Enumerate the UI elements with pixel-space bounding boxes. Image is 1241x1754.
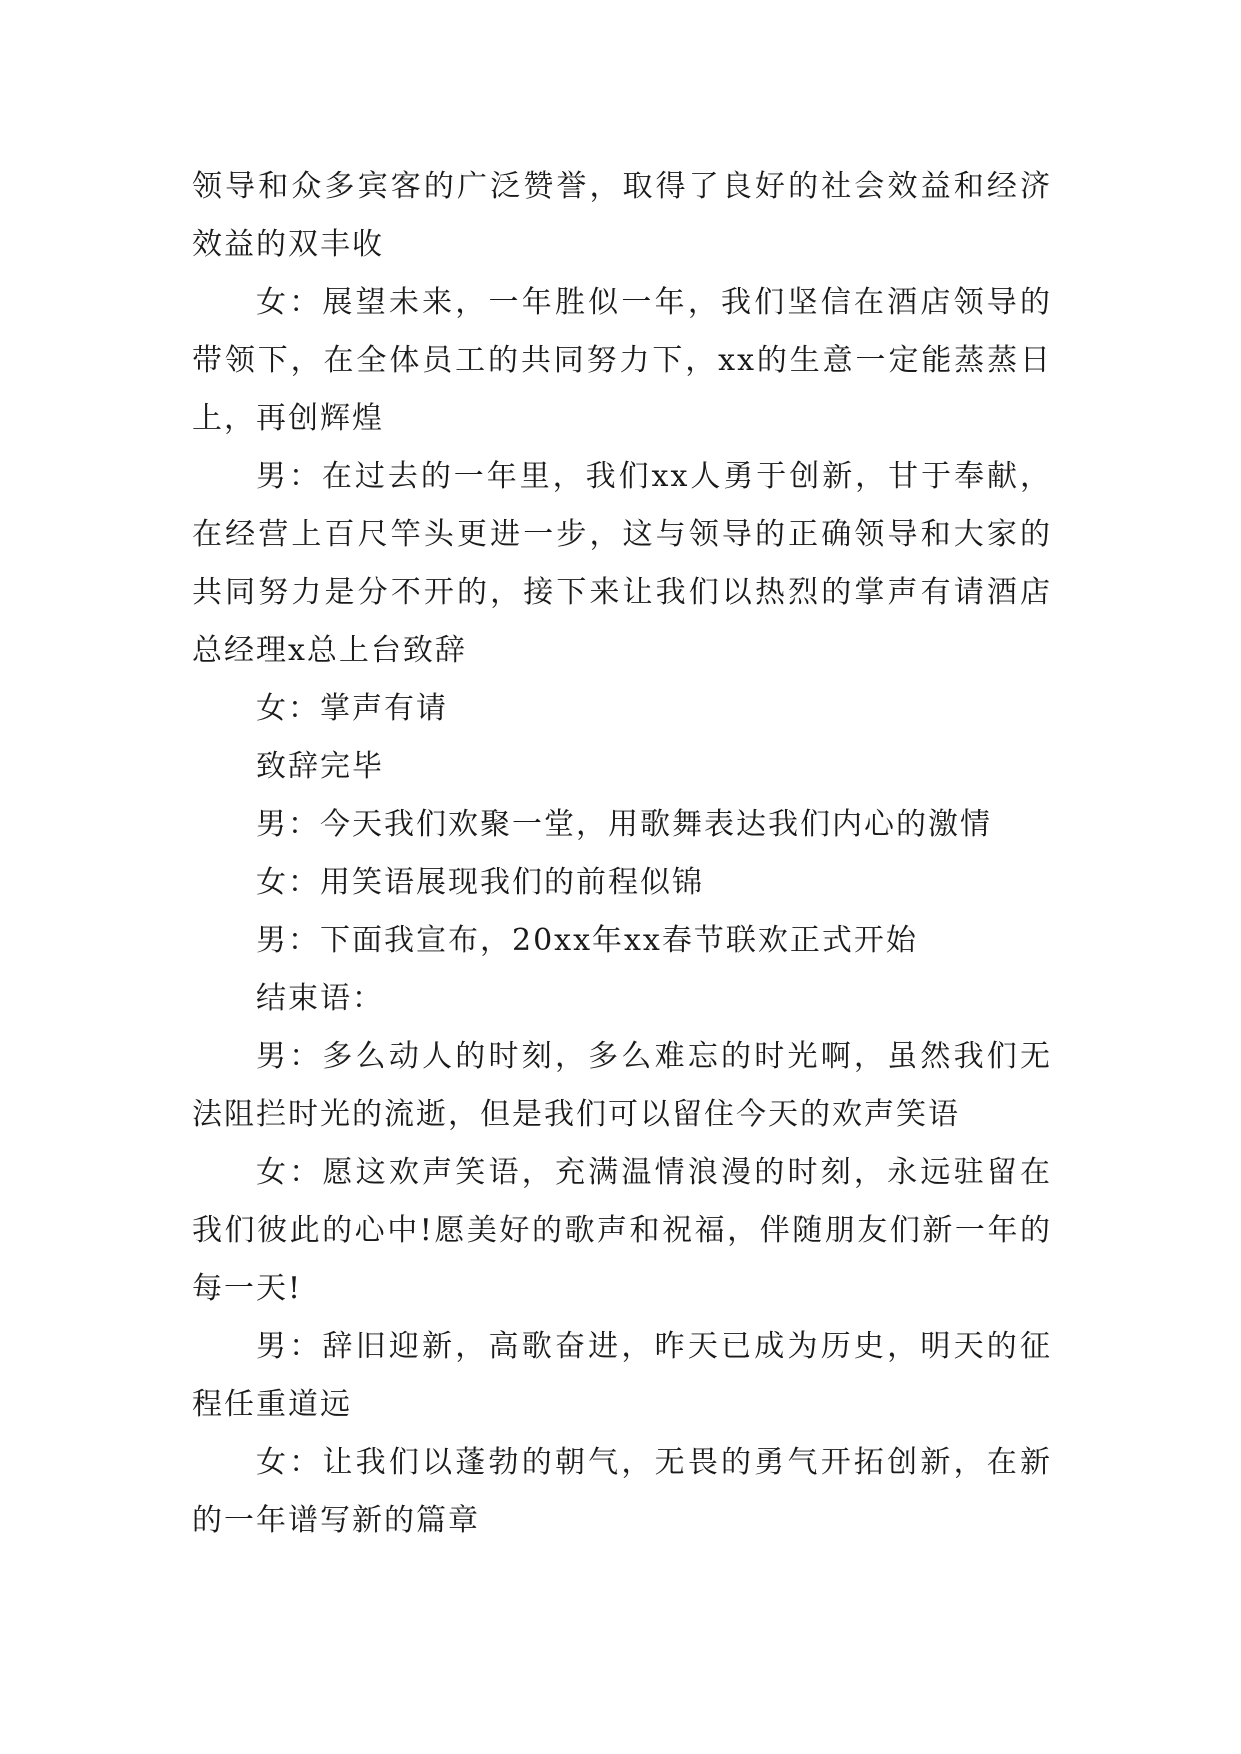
paragraph-1: 领导和众多宾客的广泛赞誉，取得了良好的社会效益和经济效益的双丰收 xyxy=(192,169,1052,262)
paragraph-8: 男：下面我宣布，20xx年xx春节联欢正式开始 xyxy=(256,923,918,958)
paragraph-12: 男：辞旧迎新，高歌奋进，昨天已成为历史，明天的征程任重道远 xyxy=(192,1329,1052,1422)
document-body xyxy=(192,158,1052,1550)
paragraph-11: 女：愿这欢声笑语，充满温情浪漫的时刻，永远驻留在我们彼此的心中!愿美好的歌声和祝福，伴随朋友们新一年的每一天! xyxy=(192,1155,1052,1306)
paragraph-6: 男：今天我们欢聚一堂，用歌舞表达我们内心的激情 xyxy=(256,807,992,842)
paragraph-5: 致辞完毕 xyxy=(256,749,384,784)
paragraph-13: 女：让我们以蓬勃的朝气，无畏的勇气开拓创新，在新的一年谱写新的篇章 xyxy=(192,1445,1052,1538)
paragraph-4: 女：掌声有请 xyxy=(256,691,448,726)
paragraph-3: 男：在过去的一年里，我们xx人勇于创新，甘于奉献，在经营上百尺竿头更进一步，这与领导的正确领导和大家的共同努力是分不开的，接下来让我们以热烈的掌声有请酒店总经理x总上台致辞 xyxy=(192,459,1052,668)
paragraph-7: 女：用笑语展现我们的前程似锦 xyxy=(256,865,704,900)
paragraph-9: 结束语： xyxy=(256,981,384,1016)
paragraph-2: 女：展望未来，一年胜似一年，我们坚信在酒店领导的带领下，在全体员工的共同努力下，xx的生意一定能蒸蒸日上，再创辉煌 xyxy=(192,285,1052,436)
paragraph-10: 男：多么动人的时刻，多么难忘的时光啊，虽然我们无法阻拦时光的流逝，但是我们可以留住今天的欢声笑语 xyxy=(192,1039,1052,1132)
